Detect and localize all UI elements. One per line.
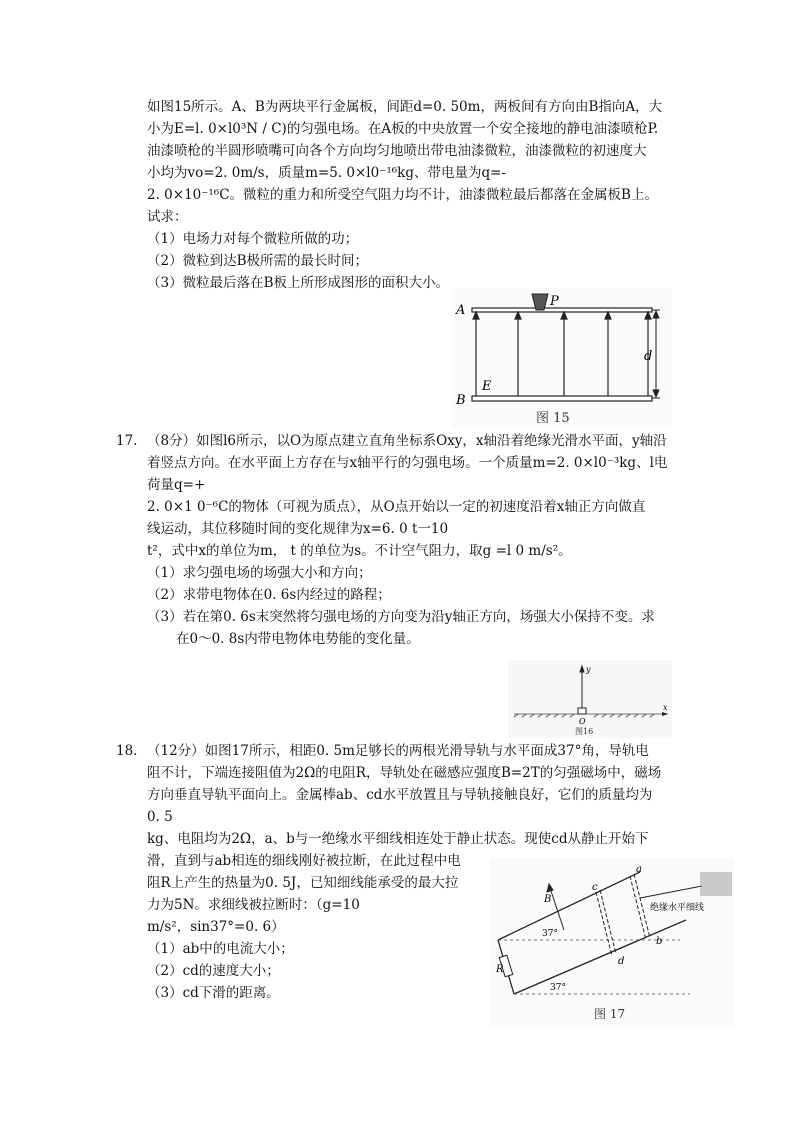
- q18-line: 滑，直到与ab相连的细线刚好被拉断，在此过程中电: [147, 853, 461, 869]
- label-a: A: [456, 303, 466, 318]
- label-angle-bottom: 37°: [550, 983, 566, 993]
- q16-line: 小均为vo=2. 0m/s，质量m=5. 0×l0⁻¹⁶kg、带电量为q=-: [147, 165, 506, 181]
- q18-line: 阻R上产生的热量为0. 5J，已知细线能承受的最大拉: [147, 875, 459, 891]
- q18-line: （12分）如图17所示，相距0. 5m足够长的两根光滑导轨与水平面成37°角，导轨电: [147, 743, 649, 759]
- q16-line: 如图15所示。A、B为两块平行金属板，间距d=0. 50m，两板间有方向由B指向A，大: [147, 99, 663, 115]
- figure-15: [452, 288, 672, 428]
- q18-line: kg、电阻均为2Ω，a、b与一绝缘水平细线相连处于静止状态。现使cd从静止开始下: [147, 831, 649, 847]
- label-x: x: [663, 703, 668, 712]
- label-string: 绝缘水平细线: [650, 903, 705, 913]
- q18-item-2: （2）cd的速度大小；: [147, 963, 280, 979]
- figure-caption: 图 17: [594, 1007, 626, 1021]
- q17-line: 着竖点方向。在水平面上方存在与x轴平行的匀强电场。一个质量m=2. 0×l0⁻³kg、l电: [147, 455, 668, 471]
- q16-line: 小为E=l. 0×l0³N / C)的匀强电场。在A板的中央放置一个安全接地的静电油漆喷枪P.: [147, 121, 659, 137]
- label-d: d: [618, 956, 625, 967]
- q18-item-3: （3）cd下滑的距离。: [147, 985, 280, 1001]
- q16-line: 2. 0×10⁻¹⁶C。微粒的重力和所受空气阻力均不计，油漆微粒最后都落在金属板B上。: [147, 187, 658, 203]
- plate-a: [472, 308, 652, 312]
- label-b: B: [456, 393, 466, 408]
- label-o: O: [579, 717, 586, 726]
- q17-item-3-cont: 在0～0. 8s内带电物体电势能的变化量。: [176, 631, 420, 647]
- q17-line: 荷量q=+: [147, 477, 206, 493]
- label-c: c: [592, 882, 598, 893]
- figure-caption: 图16: [575, 727, 594, 736]
- q17-line: t²，式中x的单位为m， t 的单位为s。不计空气阻力，取g =l 0 m/s²。: [147, 543, 572, 559]
- string-anchor: [700, 872, 732, 896]
- q17-number: 17.: [116, 433, 138, 449]
- figure-15-drawing: [452, 288, 672, 428]
- q16-line: 试求：: [147, 209, 188, 225]
- q18-line: m/s²，sin37°=0. 6）: [147, 919, 285, 935]
- q18-line: 方向垂直导轨平面向上。金属棒ab、cd水平放置且与导轨接触良好，它们的质量均为: [147, 787, 653, 803]
- label-d: d: [644, 349, 653, 364]
- label-angle-top: 37°: [542, 929, 558, 939]
- label-b: b: [656, 936, 663, 947]
- q16-line: 油漆喷枪的半圆形喷嘴可向各个方向均匀地喷出带电油漆微粒，油漆微粒的初速度大: [147, 143, 647, 159]
- plate-b: [472, 396, 652, 401]
- figure-16: [508, 660, 672, 738]
- q18-number: 18.: [116, 743, 138, 759]
- q16-item-2: （2）微粒到达B极所需的最长时间；: [147, 253, 369, 269]
- q17-line: 线运动，其位移随时间的变化规律为x=6. 0 t一10: [147, 521, 449, 537]
- q17-item-1: （1）求匀强电场的场强大小和方向；: [147, 565, 372, 581]
- label-r: R: [496, 964, 504, 975]
- label-y: y: [586, 665, 591, 674]
- figure-caption: 图 15: [536, 411, 570, 426]
- figure-16-drawing: [508, 660, 672, 738]
- q18-line: 力为5N。求细线被拉断时：（g=10: [147, 897, 360, 913]
- label-p: P: [550, 294, 559, 309]
- figure-17-drawing: [490, 858, 734, 1028]
- q18-line: 阻不计，下端连接阻值为2Ω的电阻R，导轨处在磁感应强度B=2T的匀强磁场中，磁场: [147, 765, 662, 781]
- q16-item-1: （1）电场力对每个微粒所做的功；: [147, 231, 359, 247]
- q17-line: 2. 0×1 0⁻⁶C的物体（可视为质点），从O点开始以一定的初速度沿着x轴正方向做直: [147, 499, 646, 515]
- q18-item-1: （1）ab中的电流大小；: [147, 941, 294, 957]
- q17-item-3: （3）若在第0. 6s末突然将匀强电场的方向变为沿y轴正方向，场强大小保持不变。求: [147, 609, 655, 625]
- label-b-field: B: [544, 894, 552, 905]
- label-e: E: [482, 379, 492, 394]
- label-a: a: [636, 864, 642, 875]
- object-block: [578, 708, 586, 714]
- q17-line: （8分）如图l6所示，以O为原点建立直角坐标系Oxy，x轴沿着绝缘光滑水平面，y轴沿: [147, 433, 667, 449]
- q16-item-3: （3）微粒最后落在B板上所形成图形的面积大小。: [147, 275, 450, 291]
- q18-line: 0. 5: [147, 809, 173, 825]
- figure-17: [490, 858, 734, 1028]
- q17-item-2: （2）求带电物体在0. 6s内经过的路程；: [147, 587, 391, 603]
